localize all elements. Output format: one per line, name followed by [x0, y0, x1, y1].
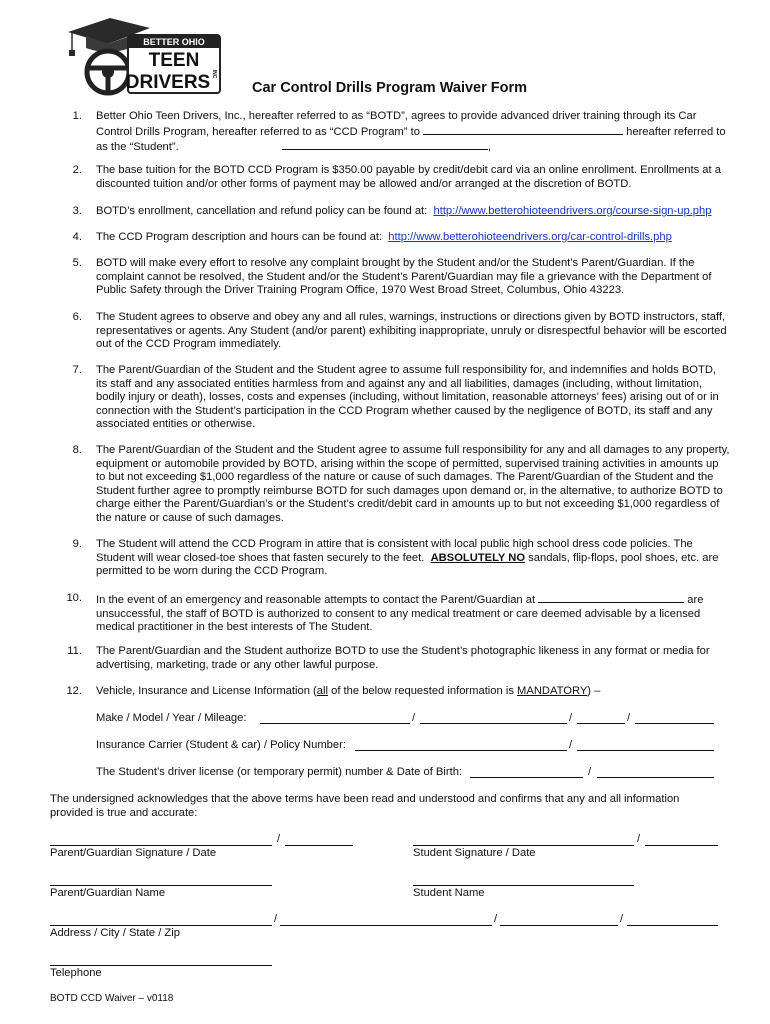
clause-5: 5. BOTD will make every effort to resolve any complaint brought by the Student and/or the Student’s Parent/Guardian. If the complaint cannot be resolved, the Student and/or the Student’s Parent/Guardian may file a grievance with the Department of Public Safety through the Driver Training Program Office, 1970 West Broad Street, Columbus, Ohio 43223.	[72, 257, 712, 296]
clause-6: 6. The Student agrees to observe and obey any and all rules, warnings, instructions or directions given by BOTD instructors, staff, representatives or agents. Any Student (and/or parent) exhibiting inappropriate, unruly or disrespectful behavior will be escorted out of the CCD Program immediately.	[72, 311, 727, 350]
better-ohio-teen-drivers-logo	[64, 14, 224, 96]
telephone-input[interactable]	[50, 965, 272, 966]
clause-1	[50, 110, 730, 155]
parent-name-input[interactable]	[50, 885, 272, 886]
emergency-contact-blank[interactable]	[538, 592, 684, 603]
clause-2: 2. The base tuition for the BOTD CCD Program is $350.00 payable by credit/debit card via an online enrollment. Enrollments at a discounted tuition and/or other forms of payment may be allowed and/or arranged at the discretion of BOTD.	[72, 164, 721, 190]
clause-8: 8. The Parent/Guardian of the Student and the Student agree to assume full responsibility for any and all damages to any property, equipment or automobile provided by BOTD, arising within the scope of permitted, supervised training activities in amounts up to but not exceeding $1,000 regardless of the nature or cause of such damages. The Parent/Guardian of the Student and the Student further agree to promptly reimburse BOTD for such damages upon demand or, in the alternative, to authorize BOTD to charge either the Parent/Guardian’s or the Student’s credit/debit card in amounts up to but not exceeding $1,000 regardless of the nature or cause of such damages.	[72, 444, 730, 524]
clause-11: 11. The Parent/Guardian and the Student authorize BOTD to use the Student’s photographic likeness in any format or media for advertising, marketing, trade or any other lawful purpose.	[67, 645, 710, 671]
parent-signature-label: Parent/Guardian Signature / Date	[50, 847, 217, 859]
state-input[interactable]	[500, 925, 618, 926]
zip-input[interactable]	[627, 925, 718, 926]
city-input[interactable]	[280, 925, 492, 926]
insurance-carrier-input[interactable]	[355, 750, 567, 751]
date-of-birth-input[interactable]	[597, 777, 714, 778]
make-model-label: Make / Model / Year / Mileage:	[96, 712, 247, 724]
clause-text: Better Ohio Teen Drivers, Inc., hereafter referred to as “BOTD”, agrees to provide advanced driver training through its Car Control Drills Program, hereafter referred to as “CCD Program” to hereafter referred to as the “Student”. ,	[96, 110, 726, 153]
clause-7: 7. The Parent/Guardian of the Student and the Student agree to assume full responsibility for, and indemnifies and holds BOTD, its staff and any associated entities harmless from and against any and all liabilities, damages (including, without limitation, bodily injury or death), losses, costs and expenses (including, without limitation, reasonable attorneys’ fees) arising out of or in connection with the Student’s participation in the CCD Program whether caused by the negligence of BOTD, its staff and any associated entities or otherwise.	[72, 364, 719, 430]
form-title: Car Control Drills Program Waiver Form	[252, 80, 528, 96]
student-signature-input[interactable]	[413, 845, 634, 846]
student-signature-label: Student Signature / Date	[413, 847, 536, 859]
policy-number-input[interactable]	[577, 750, 714, 751]
absolutely-no-emphasis: ABSOLUTELY NO	[430, 551, 526, 564]
mileage-input[interactable]	[635, 723, 714, 724]
clause-4: 4. The CCD Program description and hours can be found at: http://www.betterohioteendrivers.org/car-control-drills.php	[72, 231, 672, 243]
logo-line1: BETTER OHIO	[143, 37, 205, 47]
license-number-input[interactable]	[470, 777, 583, 778]
address-label: Address / City / State / Zip	[50, 927, 180, 939]
year-input[interactable]	[577, 723, 625, 724]
clause-number: 1.	[72, 110, 82, 122]
parent-name-label: Parent/Guardian Name	[50, 887, 166, 899]
student-name-input[interactable]	[413, 885, 634, 886]
telephone-label: Telephone	[50, 967, 102, 979]
model-input[interactable]	[420, 723, 567, 724]
clause-9: 9. The Student will attend the CCD Program in attire that is consistent with local public high school dress code policies. The Student will wear closed-toe shoes that fasten securely to the feet. ABSOLUTELY NO sandals, flip-flops, pool shoes, etc. are permitted to be worn during the CCD Program.	[72, 538, 719, 577]
student-name-label: Student Name	[413, 887, 485, 899]
acknowledgement-text: The undersigned acknowledges that the above terms have been read and understood and confirms that any and all information provided is true and accurate:	[50, 793, 680, 819]
student-name-blank-2[interactable]	[282, 139, 488, 150]
logo-line2: TEEN	[148, 50, 200, 71]
insurance-label: Insurance Carrier (Student & car) / Policy Number:	[96, 739, 346, 751]
parent-signature-input[interactable]	[50, 845, 272, 846]
program-description-link[interactable]: http://www.betterohioteendrivers.org/car-control-drills.php	[388, 231, 672, 243]
clause-10: 10. In the event of an emergency and reasonable attempts to contact the Parent/Guardian at are unsuccessful, the staff of BOTD is authorized to consent to any medical treatment or care deemed advisable by a licensed medical practitioner in the best interests of The Student.	[66, 592, 704, 633]
student-signature-date-input[interactable]	[645, 845, 718, 846]
footer-version: BOTD CCD Waiver – v0118	[50, 993, 174, 1004]
parent-signature-date-input[interactable]	[285, 845, 353, 846]
make-input[interactable]	[260, 723, 410, 724]
address-input[interactable]	[50, 925, 272, 926]
clause-12: 12. Vehicle, Insurance and License Information (all of the below requested information is MANDATORY) –	[66, 685, 601, 697]
logo-line3: DRIVERS	[125, 72, 211, 93]
license-label: The Student’s driver license (or temporary permit) number & Date of Birth:	[96, 766, 463, 778]
refund-policy-link[interactable]: http://www.betterohioteendrivers.org/course-sign-up.php	[433, 205, 712, 217]
logo-suffix: INC	[211, 69, 217, 79]
clause-3: 3. BOTD’s enrollment, cancellation and refund policy can be found at: http://www.betterohioteendrivers.org/course-sign-up.php	[72, 205, 712, 217]
student-name-blank[interactable]	[423, 124, 623, 135]
